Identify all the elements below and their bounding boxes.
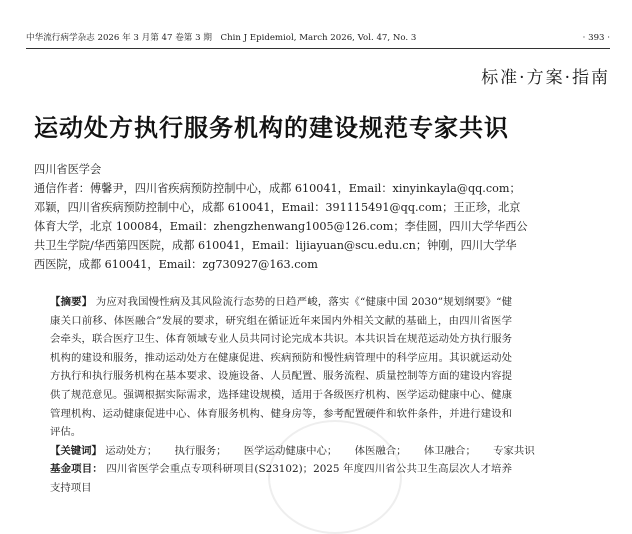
author-line: 体育大学，北京 100084，Email：zhengzhenwang1005@126.com；李佳圆，四川大学华西公 <box>34 220 528 233</box>
keywords-label: 【关键词】 <box>50 444 102 457</box>
running-head <box>26 31 610 45</box>
funding-text: 四川省医学会重点专项科研项目(S23102)；2025 年度四川省公共卫生高层次人才培养支持项目 <box>50 463 513 494</box>
byline <box>34 160 534 274</box>
keywords-row <box>34 442 535 461</box>
section-label: 标准·方案·指南 <box>481 68 610 88</box>
article-title: 运动处方执行服务机构的建设规范专家共识 <box>34 113 509 142</box>
keyword: 体卫融合； <box>423 444 476 457</box>
author-line: 通信作者：傅馨尹，四川省疾病预防控制中心，成都 610041，Email：xinyinkayla@qq.com； <box>34 182 521 195</box>
header-rule <box>26 48 610 49</box>
funding-row <box>34 460 512 497</box>
abstract-text: 为应对我国慢性病及其风险流行态势的日趋严峻，落实《“健康中国 2030”规划纲要》“健康关口前移、体医融合”发展的要求，研究组在循证近年来国内外相关文献的基础上，由四川省医学会牵头，联合医疗卫生、体育领域专业人员共同讨论完成本共识。本共识旨在规范运动处方执行服务机构的建设和服务，推动运动处方在健康促进、疾病预防和慢性病管理中的科学应用。其识就运动处方执行和执行服务机构在基本要求、设施设备、人员配置、服务流程、质量控制等方面的建设内容提供了规范意见。强调根据实际需求，选择建设规模，适用于各级医疗机构、医学运动健康中心、健康管理机构、运动健康促进中心、体育服务机构、健身房等，参考配置硬件和软件条件，并进行建设和评估。 <box>50 296 512 439</box>
keyword: 医学运动健康中心； <box>243 444 338 457</box>
author-line: 邓颖，四川省疾病预防控制中心，成都 610041，Email：391115491@qq.com；王正珍，北京 <box>34 201 521 214</box>
page-number: · 393 · <box>582 33 610 43</box>
keyword: 执行服务； <box>174 444 227 457</box>
journal-citation: 中华流行病学杂志 2026 年 3 月第 47 卷第 3 期 Chin J Epidemiol, March 2026, Vol. 47, No. 3 <box>26 33 417 43</box>
abstract-block <box>34 293 535 498</box>
funding-label: 基金项目： <box>50 463 103 476</box>
organization: 四川省医学会 <box>34 163 102 176</box>
abstract-label: 【摘要】 <box>50 296 93 308</box>
keyword: 专家共识 <box>493 444 535 457</box>
author-line: 西医院，成都 610041，Email：zg730927@163.com <box>34 258 318 271</box>
keyword: 运动处方； <box>105 444 158 457</box>
author-line: 共卫生学院/华西第四医院，成都 610041，Email：lijiayuan@scu.edu.cn；钟刚，四川大学华 <box>34 239 517 252</box>
abstract-paragraph <box>34 293 512 442</box>
keyword: 体医融合； <box>354 444 407 457</box>
